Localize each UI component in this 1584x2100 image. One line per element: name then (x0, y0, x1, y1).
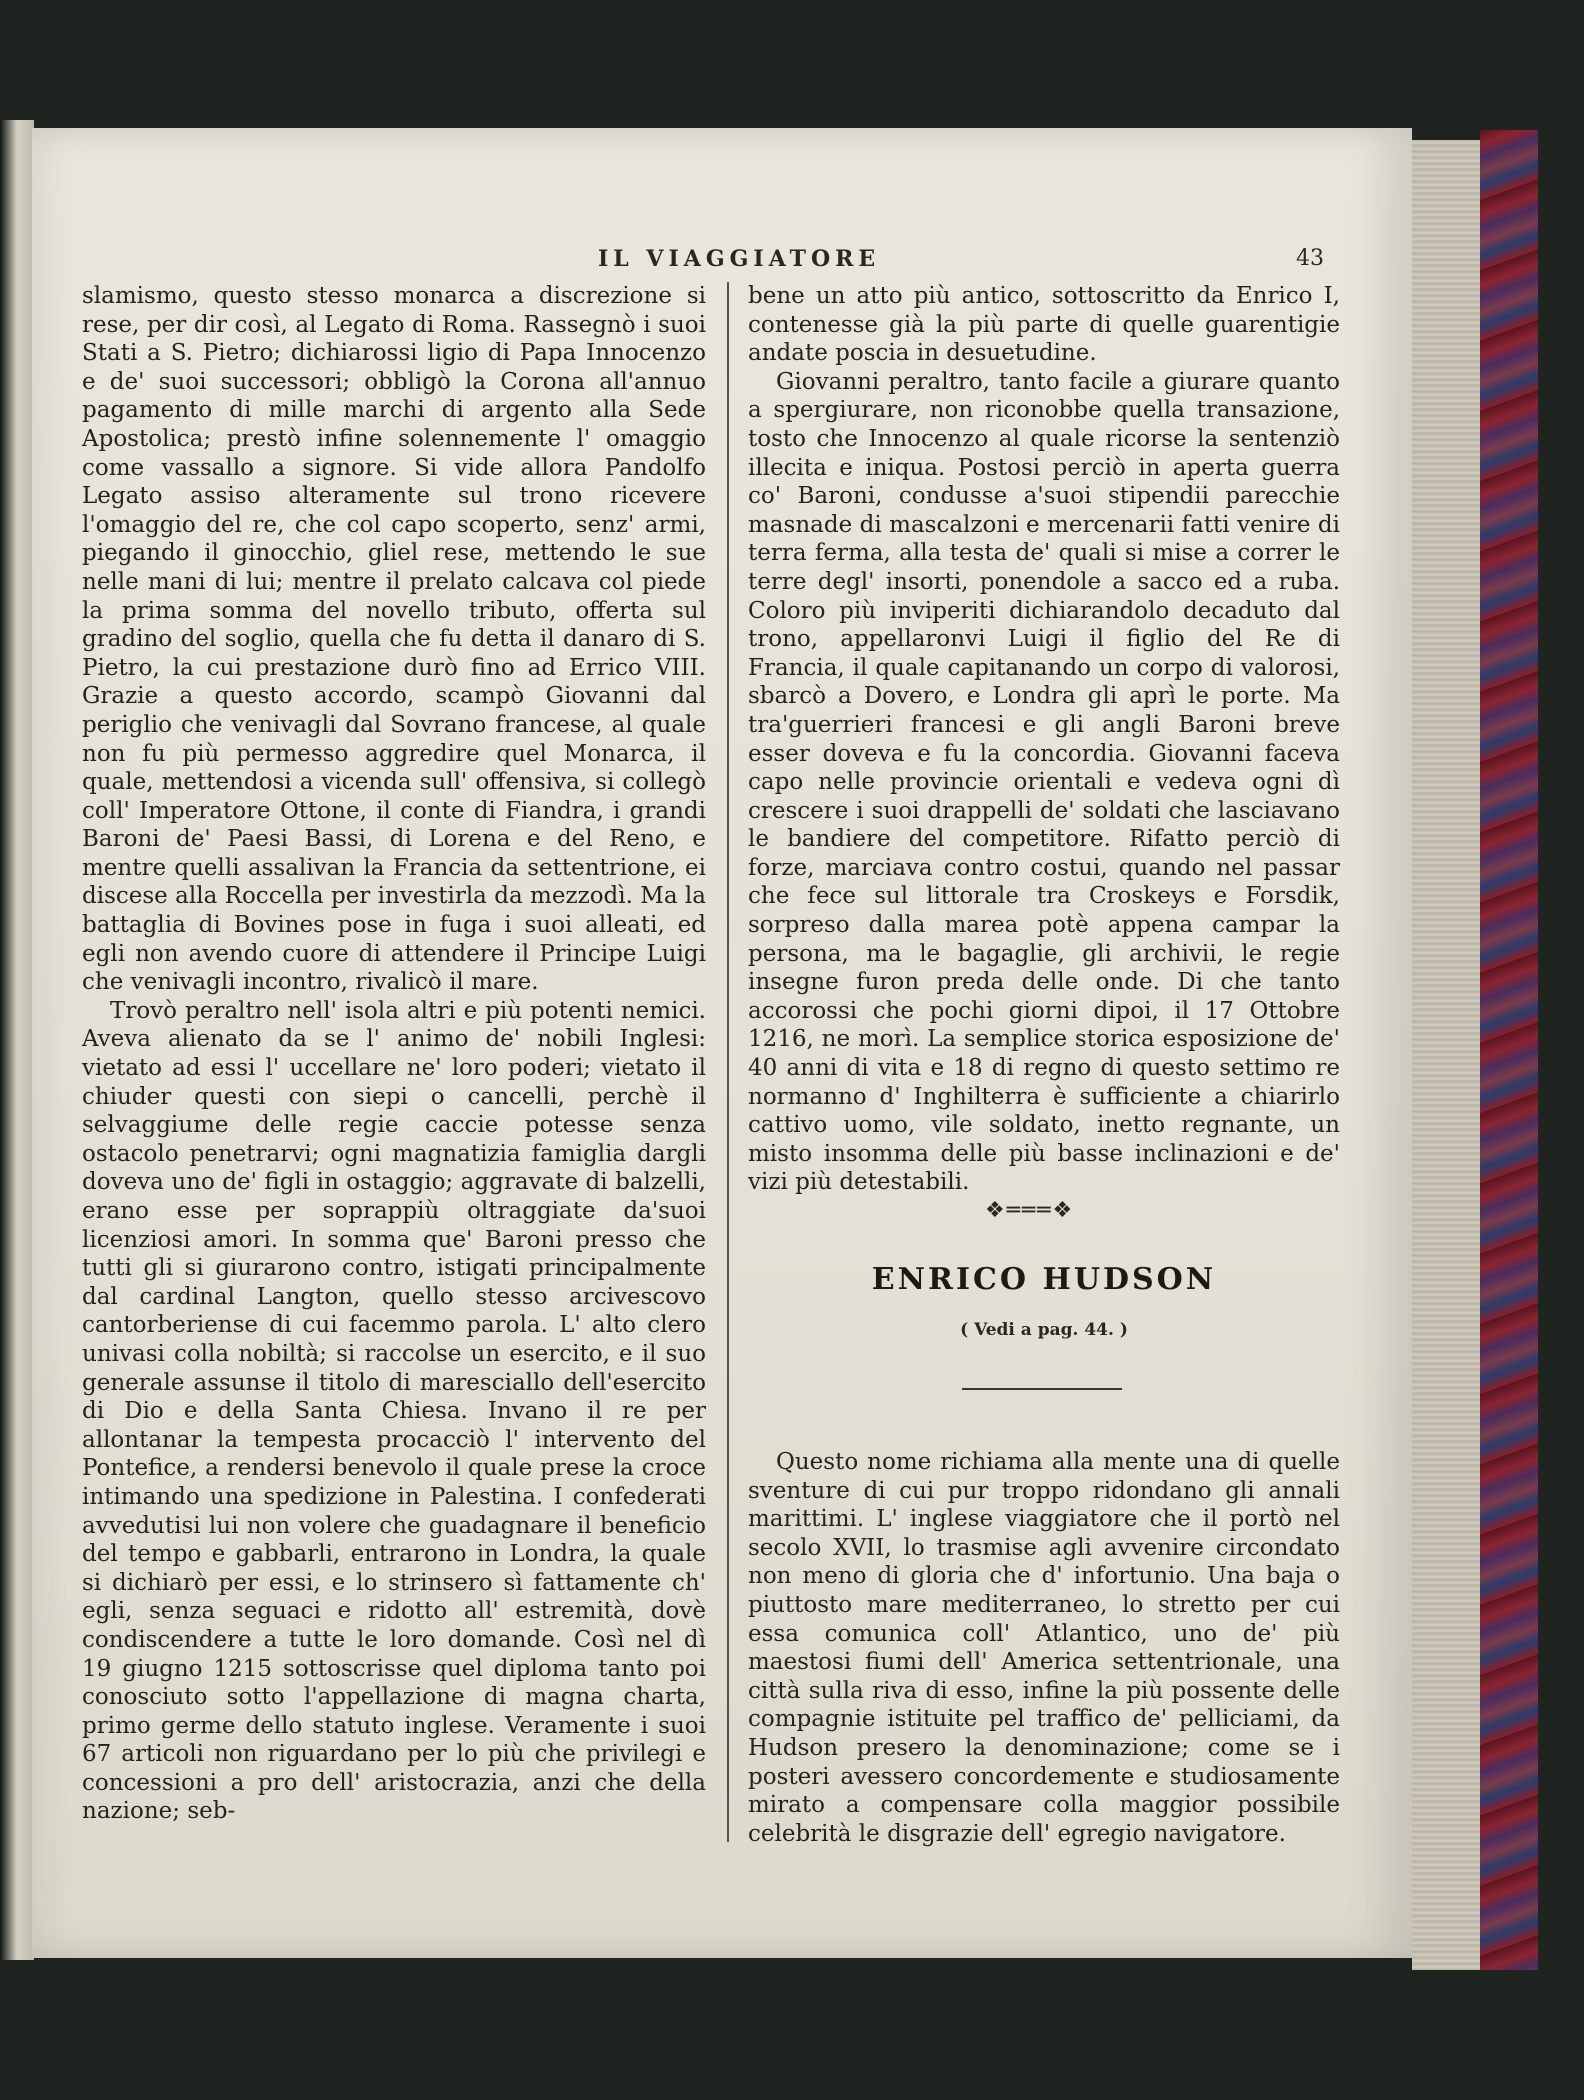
ornament-divider: ❖═══❖ (985, 1198, 1075, 1223)
paragraph: slamismo, questo stesso monarca a discrezione si rese, per dir così, al Legato di Roma. Rassegnò i suoi Stati a S. Pietro; dichiarossi ligio di Papa Innocenzo e de' suoi successori; obbligò la Corona all'annuo pagamento di mille marchi di argento alla Sede Apostolica; prestò infine solennemente l' omaggio come vassallo a signore. Si vide allora Pandolfo Legato assiso alteramente sul trono ricevere l'omaggio del re, che col capo scoperto, senz' armi, piegando il ginocchio, gliel rese, mettendo le sue nelle mani di lui; mentre il prelato calcava col piede la prima somma del novello tributo, offerta sul gradino del soglio, quella che fu detta il danaro di S. Pietro, la cui prestazione durò fino ad Errico VIII. Grazie a questo accordo, scampò Giovanni dal periglio che venivagli dal Sovrano francese, al quale non fu più permesso aggredire quel Monarca, il quale, mettendosi a vicenda sull' offensiva, si collegò coll' Imperatore Ottone, il conte di Fiandra, i grandi Baroni de' Paesi Bassi, di Lorena e del Reno, e mentre quelli assalivan la Francia da settentrione, ei discese alla Roccella per investirla da mezzodì. Ma la battaglia di Bovines pose in fuga i suoi alleati, ed egli non avendo cuore di attendere il Principe Luigi che venivagli incontro, rivalicò il mare. (82, 283, 706, 996)
marbled-edge (1480, 130, 1538, 1970)
right-column-continued (748, 1448, 1340, 1848)
paragraph: bene un atto più antico, sottoscritto da Enrico I, contenesse già la più parte di quelle guarentigie andate poscia in desuetudine. (748, 283, 1340, 367)
paragraph: Questo nome richiama alla mente una di quelle sventure di cui pur troppo ridondano gli annali marittimi. L' inglese viaggiatore che il portò nel secolo XVII, lo trasmise agli avvenire circondato non meno di gloria che d' infortunio. Una baja o piuttosto mare mediterraneo, lo stretto per cui essa comunica coll' Atlantico, uno de' più maestosi fiumi dell' America settentrionale, una città sulla riva di esso, infine la più possente delle compagnie istituite pel traffico de' pelliciami, da Hudson presero la denominazione; come se i posteri avessero concordemente e studiosamente mirato a compensare colla maggior possibile celebrità le disgrazie dell' egregio navigatore. (748, 1449, 1340, 1847)
paragraph: Giovanni peraltro, tanto facile a giurare quanto a spergiurare, non riconobbe quella transazione, tosto che Innocenzo al quale ricorse la sentenziò illecita e iniqua. Postosi perciò in aperta guerra co' Baroni, condusse a'suoi stipendii parecchie masnade di mascalzoni e mercenarii fatti venire di terra ferma, alla testa de' quali si mise a correr le terre degl' insorti, ponendole a sacco ed a ruba. Coloro più inviperiti dichiarandolo decaduto dal trono, appellaronvi Luigi il figlio del Re di Francia, il quale capitanando un corpo di valorosi, sbarcò a Dovero, e Londra gli aprì le porte. Ma tra'guerrieri francesi e gli angli Baroni breve esser doveva e fu la concordia. Giovanni faceva capo nelle provincie orientali e vedeva ogni dì crescere i suoi drappelli de' soldati che lasciavano le bandiere del competitore. Rifatto perciò di forze, marciava contro costui, quando nel passar che fece sul littorale tra Croskeys e Forsdik, sorpreso dalla marea potè appena campar la persona, ma le bagaglie, gli archivii, le regie insegne furon preda delle onde. Di che tanto accorossi che pochi giorni dipoi, il 17 Ottobre 1216, ne morì. La semplice storica esposizione de' 40 anni di vita e 18 di regno di questo settimo re normanno d' Inghilterra è sufficiente a chiarirlo cattivo uomo, vile soldato, inetto regnante, un misto insomma delle più basse inclinazioni e de' vizi più detestabili. (748, 368, 1340, 1196)
right-column (748, 282, 1340, 1197)
page-header (0, 246, 1412, 276)
column-divider (727, 282, 729, 1842)
paragraph: Trovò peraltro nell' isola altri e più potenti nemici. Aveva alienato da se l' animo de' nobili Inglesi: vietato ad essi l' uccellare ne' loro poderi; vietato il chiuder questi con siepi o cancelli, perchè il selvaggiume delle regie caccie potesse senza ostacolo penetrarvi; ogni magnatizia famiglia dargli doveva uno de' figli in ostaggio; aggravate di balzelli, erano esse per soprappiù oltraggiate da'suoi licenziosi amori. In somma que' Baroni presso che tutti gli si giurarono contro, istigati principalmente dal cardinal Langton, quello stesso arcivescovo cantorberiense di cui facemmo parola. L' alto clero univasi colla nobiltà; si raccolse un esercito, e il suo generale assunse il titolo di maresciallo dell'esercito di Dio e della Santa Chiesa. Invano il re per allontanar la tempesta procacciò l' intervento del Pontefice, a rendersi benevolo il quale prese la croce intimando una spedizione in Palestina. I confederati avvedutisi lui non volere che guadagnare il beneficio del tempo e gabbarli, entrarono in Londra, la quale si dichiarò per essi, e lo strinsero sì fattamente ch' egli, senza seguaci e ridotto all' estremità, dovè condiscendere a tutte le loro domande. Così nel dì 19 giugno 1215 sottoscrisse quel diploma tanto poi conosciuto sotto l'appellazione di magna charta, primo germe dello statuto inglese. Veramente i suoi 67 articoli non riguardano per lo più che privilegi e concessioni a pro dell' aristocrazia, anzi che della nazione; seb- (82, 997, 706, 1825)
section-rule (962, 1388, 1122, 1390)
section-title: ENRICO HUDSON (871, 1262, 1217, 1297)
running-title: IL VIAGGIATORE (598, 246, 881, 272)
page-number: 43 (1296, 246, 1324, 271)
book-spine-edge (0, 120, 34, 1960)
left-column (82, 282, 706, 1826)
section-reference: ( Vedi a pag. 44. ) (960, 1320, 1128, 1340)
